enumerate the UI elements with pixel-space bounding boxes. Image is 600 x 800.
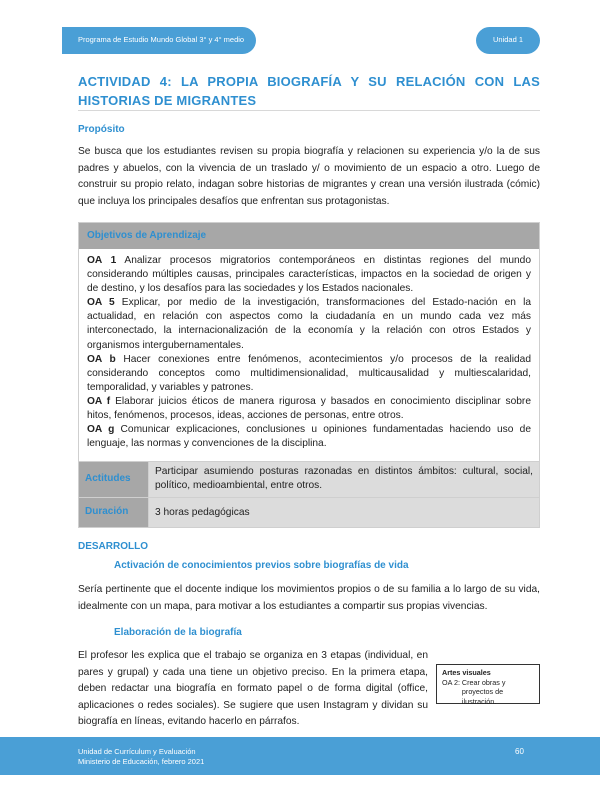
objective-item bbox=[87, 296, 531, 352]
page-number: 60 bbox=[515, 747, 524, 756]
unit-label: Unidad 1 bbox=[492, 35, 524, 44]
sidebox-text: Crear obras y proyectos de ilustración. bbox=[461, 677, 506, 706]
curriculum-sidebox bbox=[436, 664, 540, 704]
objectives-table bbox=[78, 222, 540, 528]
objective-code: OA f bbox=[87, 395, 111, 407]
unit-badge bbox=[476, 27, 540, 54]
sidebox-code: OA 2: bbox=[442, 677, 460, 687]
objective-text: Comunicar explicaciones, conclusiones u opiniones fundamentadas haciendo uso de lenguaje, las normas y convenciones de la disciplina. bbox=[87, 424, 531, 450]
objective-code: OA b bbox=[87, 353, 116, 365]
duracion-value: 3 horas pedagógicas bbox=[149, 498, 539, 527]
activacion-text: Sería pertinente que el docente indique los movimientos propios o de su familia a lo largo de su vida, idealmente con un mapa, para motivar a los estudiantes a compartir sus propias vivencias. bbox=[78, 584, 540, 612]
objective-text: Hacer conexiones entre fenómenos, acontecimientos y/o procesos de la realidad considerando conceptos como multidimensionalidad, multicausalidad y multiescalaridad, temporalidad, y variables y patrones. bbox=[87, 353, 531, 393]
actitudes-value: Participar asumiendo posturas razonadas en distintos ámbitos: cultural, social, político, medioambiental, entre otros. bbox=[149, 462, 539, 497]
footer-line-2: Ministerio de Educación, febrero 2021 bbox=[78, 757, 205, 766]
objective-text: Analizar procesos migratorios contemporáneos en distintas regiones del mundo considerando múltiples causas, principales características, impactos en la sociedad de origen y de destino, y los desafíos para las sociedades y los Estados nacionales. bbox=[87, 255, 531, 295]
objectives-header bbox=[79, 223, 539, 249]
objectives-body bbox=[79, 249, 539, 461]
sidebox-title: Artes visuales bbox=[442, 668, 491, 677]
duracion-row bbox=[79, 497, 539, 527]
objective-item bbox=[87, 254, 531, 296]
footer-bar bbox=[0, 737, 600, 775]
proposito-heading: Propósito bbox=[78, 124, 125, 135]
subheading-elaboracion: Elaboración de la biografía bbox=[114, 627, 242, 638]
desarrollo-heading: DESARROLLO bbox=[78, 541, 148, 552]
objective-code: OA g bbox=[87, 424, 115, 436]
program-label: Programa de Estudio Mundo Global 3° y 4° medio bbox=[78, 35, 245, 44]
proposito-text: Se busca que los estudiantes revisen su propia biografía y relacionen su experiencia y/o la de sus padres y abuelos, con la vivencia de un traslado y/ o movimiento de un espacio a otro. Luego de construir su propio relato, indagan sobre historias de migrantes y crean una versión ilustrada (cómic) que incluya los principales desafíos que enfrentan sus protagonistas. bbox=[78, 146, 540, 207]
elaboracion-text: El profesor les explica que el trabajo se organiza en 3 etapas (individual, en pares y grupal) y cada una tiene un objetivo preciso. En la primera etapa, deben redactar una biografía en formato papel o de forma digital (office, aplicaciones o redes sociales). Se sugiere que usen Instagram y dividan su biografía en líneas, evitando hacerlo en párrafos. bbox=[78, 650, 428, 727]
header-bar bbox=[0, 27, 600, 54]
objective-text: Elaborar juicios éticos de manera rigurosa y basados en conocimiento disciplinar sobre hitos, fenómenos, procesos, ideas, acciones de personas, entre otros. bbox=[87, 395, 531, 422]
actitudes-label: Actitudes bbox=[79, 462, 149, 497]
objectives-heading: Objetivos de Aprendizaje bbox=[87, 230, 207, 241]
duracion-label: Duración bbox=[79, 498, 149, 527]
title-divider bbox=[78, 110, 540, 111]
subheading-activacion: Activación de conocimientos previos sobre biografías de vida bbox=[114, 560, 409, 571]
objective-item bbox=[87, 353, 531, 395]
objective-item bbox=[87, 395, 531, 423]
objective-text: Explicar, por medio de la investigación, transformaciones del Estado-nación en la actualidad, en relación con aspectos como la ciudadanía en un mundo cada vez más interconectado, la internacionalización de la economía y la relación con otros Estados y organismos intergubernamentales. bbox=[87, 297, 531, 351]
footer-line-1: Unidad de Currículum y Evaluación bbox=[78, 747, 196, 756]
sidebox-row bbox=[442, 678, 534, 707]
objective-item bbox=[87, 423, 531, 451]
objective-code: OA 5 bbox=[87, 297, 115, 309]
objective-code: OA 1 bbox=[87, 255, 117, 266]
program-tab bbox=[62, 27, 256, 54]
actitudes-row bbox=[79, 461, 539, 497]
activity-title: ACTIVIDAD 4: LA PROPIA BIOGRAFÍA Y SU RELACIÓN CON LAS HISTORIAS DE MIGRANTES bbox=[78, 74, 540, 108]
